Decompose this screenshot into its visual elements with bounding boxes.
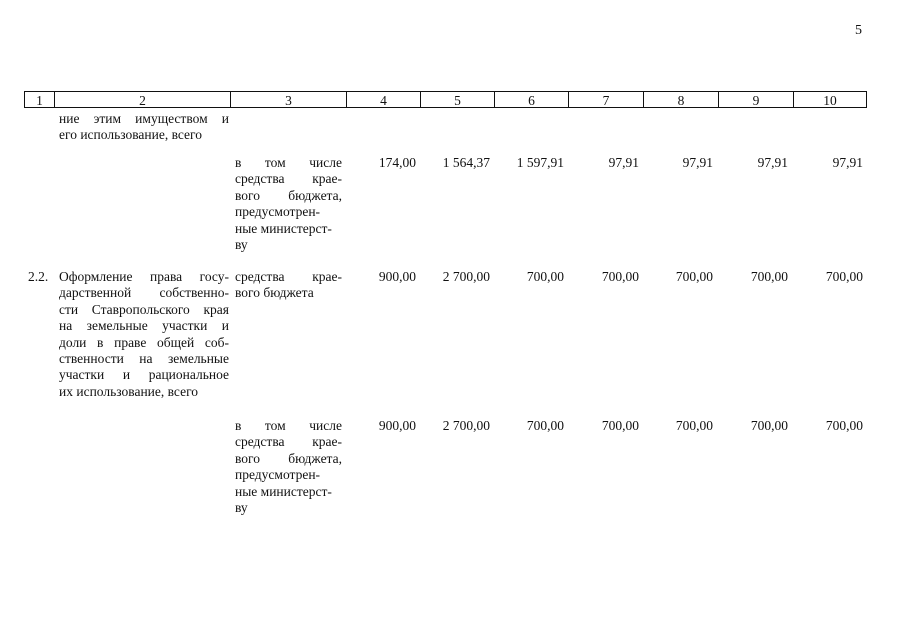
row-3-col-6: 700,00 (526, 418, 564, 433)
row-3-col-5: 2 700,00 (442, 418, 490, 433)
name-line: сти Ставропольского края (59, 301, 229, 317)
row-3-col-10: 700,00 (825, 418, 863, 433)
row-1-col-8: 97,91 (682, 155, 713, 170)
header-col-9: 9 (718, 91, 793, 108)
name-line: доли в праве общей соб- (59, 334, 229, 350)
row-2-col-4: 900,00 (378, 269, 416, 284)
row-1-col-4: 174,00 (378, 155, 416, 170)
table-row-0-name (59, 111, 229, 144)
header-col-4: 4 (346, 91, 420, 108)
row-3-col-8: 700,00 (675, 418, 713, 433)
row-2-col-7: 700,00 (601, 269, 639, 284)
header-col-2: 2 (54, 91, 230, 108)
header-col-1: 1 (24, 91, 54, 108)
header-col-5: 5 (420, 91, 494, 108)
name-line: Оформление права госу- (59, 269, 229, 284)
row-2-col-9: 700,00 (750, 269, 788, 284)
table-row-2-name (59, 269, 229, 400)
row-2-col-10: 700,00 (825, 269, 863, 284)
source-line: вого бюджета, (235, 187, 342, 203)
name-line: участки и рациональное (59, 367, 229, 383)
source-line: вого бюджета (235, 285, 314, 301)
row-3-col-9: 700,00 (750, 418, 788, 433)
row-1-col-7: 97,91 (608, 155, 639, 170)
row-3-col-4: 900,00 (378, 418, 416, 433)
source-line: средства крае- (235, 171, 342, 187)
header-col-8: 8 (643, 91, 718, 108)
source-line: предусмотрен- (235, 204, 321, 220)
header-col-3: 3 (230, 91, 346, 108)
header-col-7: 7 (568, 91, 643, 108)
row-1-col-9: 97,91 (757, 155, 788, 170)
source-line: ву (235, 500, 248, 516)
row-1-col-10: 97,91 (832, 155, 863, 170)
source-line: ные министерст- (235, 220, 332, 236)
name-line: его использование, всего (59, 127, 203, 143)
row-2-col-8: 700,00 (675, 269, 713, 284)
row-1-col-6: 1 597,91 (516, 155, 564, 170)
table-row-1-source (235, 155, 342, 253)
source-line: в том числе (235, 418, 342, 433)
table-row-3-source (235, 418, 342, 516)
row-3-col-7: 700,00 (601, 418, 639, 433)
name-line: на земельные участки и (59, 318, 229, 334)
name-line: ние этим имуществом и (59, 111, 229, 126)
header-col-10: 10 (793, 91, 867, 108)
source-line: предусмотрен- (235, 467, 321, 483)
row-2-col-6: 700,00 (526, 269, 564, 284)
row-2-col-5: 2 700,00 (442, 269, 490, 284)
header-col-6: 6 (494, 91, 568, 108)
row-1-col-5: 1 564,37 (442, 155, 490, 170)
page-number: 5 (855, 23, 862, 38)
name-line: ственности на земельные (59, 351, 229, 367)
source-line: ву (235, 237, 248, 253)
row-2-code: 2.2. (28, 269, 49, 284)
source-line: вого бюджета, (235, 450, 342, 466)
name-line: дарственной собственно- (59, 285, 229, 301)
source-line: в том числе (235, 155, 342, 170)
name-line: их использование, всего (59, 383, 199, 399)
source-line: ные министерст- (235, 483, 332, 499)
table-row-2-source (235, 269, 342, 302)
source-line: средства крае- (235, 434, 342, 450)
source-line: средства крае- (235, 269, 342, 284)
